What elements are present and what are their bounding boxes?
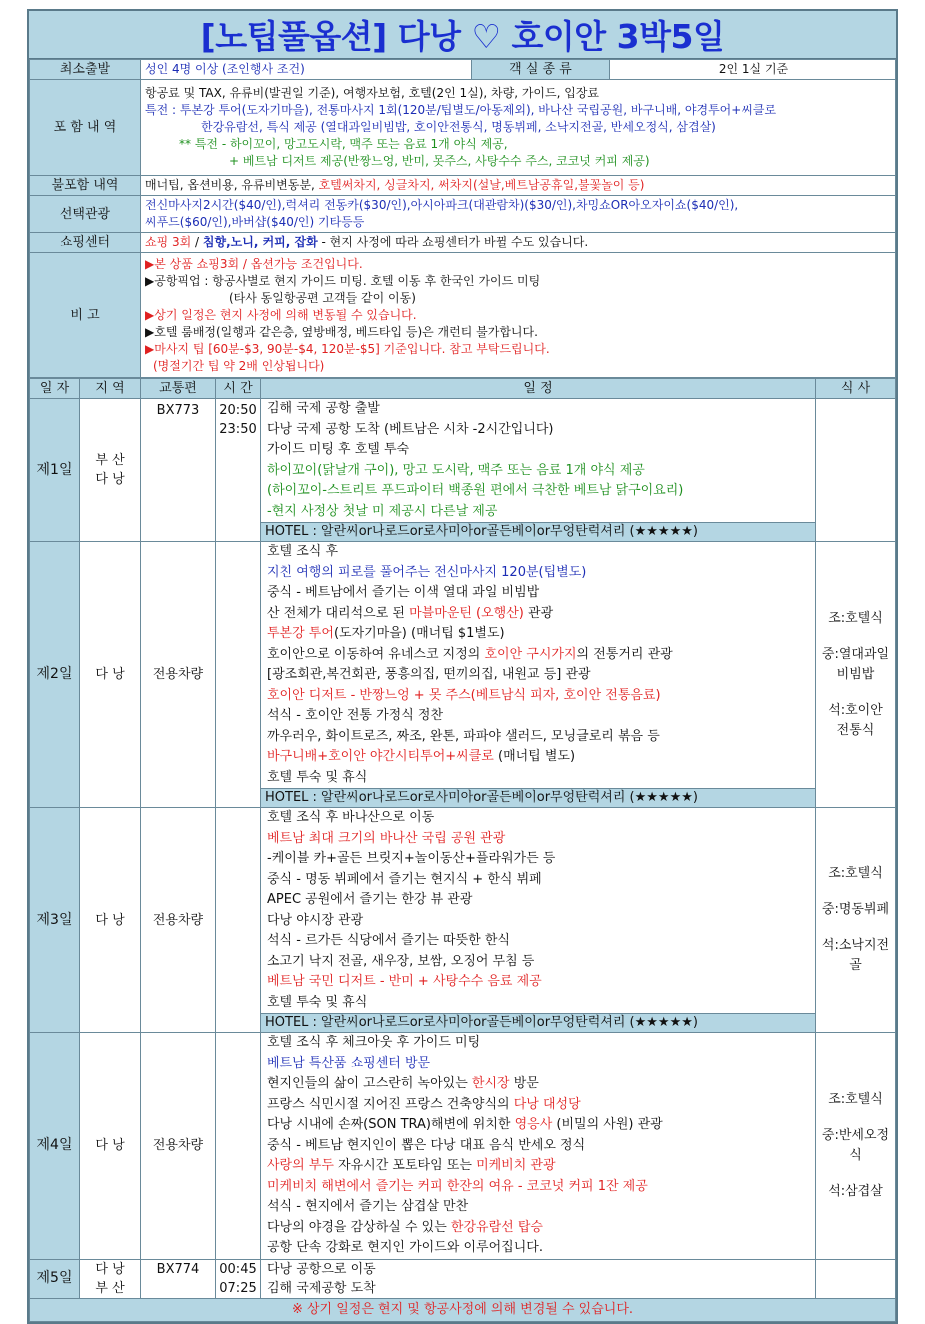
plan-text: 자유시간 포토타임 또는 — [333, 1158, 477, 1173]
day1-transport: BX773 — [141, 399, 216, 542]
meal-line: 식 — [849, 1147, 862, 1163]
day5-label: 제5일 — [30, 1259, 80, 1298]
meal-line: 골 — [849, 958, 862, 973]
meal-line: 조:호텔식 — [828, 866, 883, 881]
plan-highlight: 호이안 구시가지 — [484, 646, 577, 662]
footer-notice: ※ 상기 일정은 현지 및 항공사정에 의해 변경될 수 있습니다. — [30, 1298, 896, 1321]
day1-time-line: 23:50 — [219, 422, 257, 437]
shopping-items: 침향,노니, 커피, 잡화 — [202, 235, 318, 249]
page-title: [노팁풀옵션] 다낭 ♡ 호이안 3박5일 — [29, 11, 896, 59]
plan-line: 중식 - 베트남 현지인이 뽑은 다낭 대표 음식 반세오 정식 — [267, 1137, 586, 1153]
day3-hotel: HOTEL : 알란씨or나로드or로사미아or골든베이or무엉탄럭셔리 (★★★★★) — [261, 1014, 816, 1033]
col-header-plan: 일 정 — [261, 379, 816, 399]
day2-transport: 전용차량 — [141, 542, 216, 808]
plan-line: 까우러우, 화이트로즈, 짜조, 완톤, 파파야 샐러드, 모닝글로리 볶음 등 — [267, 728, 660, 744]
included-line: 항공료 및 TAX, 유류비(발권일 기준), 여행자보험, 호텔(2인 1실), 차량, 가이드, 입장료 — [145, 86, 600, 100]
day1-region-line: 부 산 — [95, 453, 125, 468]
plan-highlight: 한시장 — [471, 1076, 510, 1091]
plan-text: 현지인들의 삶이 고스란히 녹아있는 — [267, 1076, 472, 1091]
excluded-text: 매너팁, 옵션비용, 유류비변동분, — [145, 178, 319, 192]
day4-label: 제4일 — [30, 1033, 80, 1260]
meal-line: 석:호이안 — [828, 702, 883, 718]
day1-time — [216, 399, 261, 542]
day2-row — [30, 542, 896, 789]
day2-time — [216, 542, 261, 808]
excluded-content — [141, 176, 896, 196]
plan-text: (비밀의 사원) 관광 — [552, 1117, 663, 1132]
plan-line — [263, 1156, 813, 1177]
plan-line: 김해 국제 공항 출발 — [267, 401, 380, 416]
meal-line: 조:호텔식 — [828, 610, 883, 626]
day4-region: 다 낭 — [80, 1033, 141, 1260]
plan-line: 호텔 조식 후 체크아웃 후 가이드 미팅 — [267, 1035, 481, 1050]
plan-line: -케이블 카+골든 브릿지+놀이동산+플라워가든 등 — [267, 851, 556, 866]
meal-line: 전통식 — [836, 722, 875, 738]
room-type-label: 객 실 종 류 — [472, 60, 610, 80]
day2-plan — [261, 542, 816, 789]
plan-highlight: 한강유람선 탑승 — [450, 1219, 543, 1235]
meal-line: 중:열대과일 — [821, 646, 890, 662]
plan-highlight: 다낭 대성당 — [513, 1096, 581, 1112]
optional-tour-content — [141, 196, 896, 233]
day4-plan — [261, 1033, 816, 1260]
plan-text: 의 전통거리 관광 — [576, 646, 673, 662]
plan-text: 프랑스 식민시절 지어진 프랑스 건축양식의 — [267, 1096, 514, 1112]
plan-line: 석식 - 르가든 식당에서 즐기는 따뜻한 한식 — [267, 933, 510, 948]
day2-meal — [816, 542, 896, 808]
plan-highlight: 투본강 투어 — [267, 626, 334, 641]
col-header-time: 시 간 — [216, 379, 261, 399]
day3-plan — [261, 808, 816, 1014]
plan-line: -현지 사정상 첫날 미 제공시 다른날 제공 — [267, 503, 498, 519]
plan-line: 호텔 조식 후 — [267, 544, 339, 559]
day1-hotel: HOTEL : 알란씨or나로드or로사미아or골든베이or무엉탄럭셔리 (★★★★★) — [261, 523, 816, 542]
plan-line: 호이안 디저트 - 반짱느엉 + 못 주스(베트남식 피자, 호이안 전통음료) — [267, 687, 661, 703]
col-header-day: 일 자 — [30, 379, 80, 399]
plan-line — [263, 645, 813, 666]
plan-line: APEC 공원에서 즐기는 한강 뷰 관광 — [267, 892, 473, 907]
plan-highlight: 사랑의 부두 — [267, 1158, 334, 1173]
remarks-label: 비 고 — [30, 253, 141, 378]
included-line: + 베트남 디저트 제공(반짱느엉, 반미, 못주스, 사탕수수 주스, 코코넛 커피 제공) — [229, 154, 650, 168]
shopping-note: - 현지 사정에 따라 쇼핑센터가 바뀔 수도 있습니다. — [317, 235, 589, 249]
plan-text: 방문 — [509, 1076, 539, 1091]
day5-meal — [816, 1259, 896, 1298]
day5-time-line: 07:25 — [219, 1280, 257, 1296]
remarks-content — [141, 253, 896, 378]
plan-highlight: 바구니배+호이안 야간시티투어+씨클로 — [267, 749, 494, 764]
room-type-value: 2인 1실 기준 — [610, 60, 896, 80]
included-label: 포 함 내 역 — [30, 80, 141, 176]
optional-line: 전신마사지2시간($40/인),럭셔리 전동카($30/인),아시아파크(대관람차)($30/인),차밍쇼OR아오자이쇼($40/인), — [145, 198, 739, 212]
day5-time-line: 00:45 — [219, 1261, 257, 1277]
day1-region-line: 다 낭 — [95, 472, 125, 487]
remark-line: (타사 동일항공편 고객들 같이 이동) — [229, 290, 416, 305]
shopping-sep: / — [191, 235, 203, 249]
day5-region-line: 다 낭 — [95, 1261, 125, 1277]
plan-line — [263, 747, 813, 768]
remark-line: ▶본 상품 쇼핑3회 / 옵션가능 조건입니다. — [145, 256, 363, 271]
plan-text: (매너팁 별도) — [493, 749, 576, 764]
day3-meal — [816, 808, 896, 1033]
optional-tour-label: 선택관광 — [30, 196, 141, 233]
plan-text: (도자기마을) (매너팁 $1별도) — [333, 626, 505, 641]
plan-line: 다낭 야시장 관광 — [267, 912, 364, 928]
day1-plan — [261, 399, 816, 523]
shopping-content — [141, 233, 896, 253]
plan-line: 중식 - 베트남에서 즐기는 이색 열대 과일 비빔밥 — [267, 585, 540, 600]
day4-time — [216, 1033, 261, 1260]
meal-line: 석:소낙지전 — [821, 938, 890, 953]
plan-line — [263, 624, 813, 645]
plan-line: 석식 - 현지에서 즐기는 삼겹살 만찬 — [267, 1199, 469, 1214]
meal-line: 조:호텔식 — [828, 1091, 883, 1107]
min-departure-value: 성인 4명 이상 (조인행사 조건) — [141, 60, 472, 80]
plan-line: 중식 - 명동 뷔페에서 즐기는 현지식 + 한식 뷔페 — [267, 871, 542, 887]
plan-text: 산 전체가 대리석으로 된 — [267, 605, 410, 621]
plan-line: (하이꼬이-스트리트 푸드파이터 백종원 편에서 극찬한 베트남 닭구이요리) — [267, 483, 684, 498]
plan-line — [263, 604, 813, 625]
day5-region-line: 부 산 — [95, 1280, 125, 1296]
plan-line: 소고기 낙지 전골, 새우장, 보쌈, 오징어 무침 등 — [267, 953, 535, 969]
plan-line: 호텔 투숙 및 휴식 — [267, 769, 368, 785]
plan-highlight: 영응사 — [514, 1117, 553, 1132]
meal-line: 비빔밥 — [836, 666, 875, 682]
day2-region: 다 낭 — [80, 542, 141, 808]
plan-line: 가이드 미팅 후 호텔 투숙 — [267, 442, 410, 457]
day2-label: 제2일 — [30, 542, 80, 808]
included-line: 특전 : 투본강 투어(도자기마을), 전통마사지 1회(120분/팁별도/아동제외), 바나산 국립공원, 바구니배, 야경투어+씨클로 — [145, 103, 777, 117]
meal-line: 석:삼겹살 — [828, 1183, 883, 1199]
plan-line: 베트남 특산품 쇼핑센터 방문 — [267, 1055, 431, 1071]
day4-row — [30, 1033, 896, 1260]
plan-line: 지친 여행의 피로를 풀어주는 전신마사지 120분(팁별도) — [267, 564, 587, 580]
plan-text: 다낭 시내에 손짜(SON TRA)해변에 위치한 — [267, 1117, 515, 1132]
plan-highlight: 마블마운틴 (오행산) — [409, 605, 524, 621]
plan-line — [263, 1074, 813, 1095]
day5-time — [216, 1259, 261, 1298]
plan-line — [263, 1115, 813, 1136]
day4-transport: 전용차량 — [141, 1033, 216, 1260]
schedule-table — [29, 378, 896, 1322]
plan-line: 호텔 조식 후 바나산으로 이동 — [267, 810, 435, 825]
remark-line: (명절기간 팁 약 2배 인상됩니다) — [153, 358, 325, 373]
min-departure-label: 최소출발 — [30, 60, 141, 80]
day1-label: 제1일 — [30, 399, 80, 542]
plan-line — [263, 1218, 813, 1239]
meal-line: 중:반세오정 — [821, 1127, 890, 1143]
plan-highlight: 미케비치 관광 — [476, 1158, 556, 1173]
optional-line: 씨푸드($60/인),바버샵($40/인) 기타등등 — [145, 215, 365, 229]
day1-region — [80, 399, 141, 542]
plan-line: 미케비치 해변에서 즐기는 커피 한잔의 여유 - 코코넛 커피 1잔 제공 — [267, 1178, 648, 1194]
day3-label: 제3일 — [30, 808, 80, 1033]
plan-line: 다낭 국제 공항 도착 (베트남은 시차 -2시간입니다) — [267, 421, 554, 437]
day2-hotel: HOTEL : 알란씨or나로드or로사미아or골든베이or무엉탄럭셔리 (★★★★★) — [261, 789, 816, 808]
day5-transport: BX774 — [141, 1259, 216, 1298]
remark-line: ▶호텔 룸배정(일행과 같은층, 옆방배정, 베드타입 등)은 개런티 불가합니다. — [145, 324, 538, 339]
plan-line: 하이꼬이(닭날개 구이), 망고 도시락, 맥주 또는 음료 1개 야식 제공 — [267, 462, 645, 478]
day3-transport: 전용차량 — [141, 808, 216, 1033]
included-line: ** 특전 - 하이꼬이, 망고도시락, 맥주 또는 음료 1개 야식 제공, — [179, 137, 508, 151]
day3-region: 다 낭 — [80, 808, 141, 1033]
day1-row — [30, 399, 896, 523]
day5-row — [30, 1259, 896, 1298]
plan-line: 베트남 국민 디저트 - 반미 + 사탕수수 음료 제공 — [267, 974, 542, 989]
included-content — [141, 80, 896, 176]
plan-line: 김해 국제공항 도착 — [267, 1280, 376, 1296]
itinerary-sheet — [27, 9, 898, 1324]
plan-line: 석식 - 호이안 전통 가정식 정찬 — [267, 708, 444, 723]
day5-region — [80, 1259, 141, 1298]
remark-line: ▶마사지 팁 [60분-$3, 90분-$4, 120분-$5] 기준입니다. 참고 부탁드립니다. — [145, 341, 550, 356]
day1-time-line: 20:50 — [219, 403, 257, 418]
col-header-transport: 교통편 — [141, 379, 216, 399]
shopping-label: 쇼핑센터 — [30, 233, 141, 253]
remark-line: ▶공항픽업 : 항공사별로 현지 가이드 미팅. 호텔 이동 후 한국인 가이드 미팅 — [145, 273, 541, 288]
plan-line: 다낭 공항으로 이동 — [267, 1261, 376, 1277]
excluded-surcharge: 호텔써차지, 싱글차지, 써차지(설날,베트남공휴일,불꽃놀이 등) — [318, 178, 645, 192]
excluded-label: 불포함 내역 — [30, 176, 141, 196]
info-table — [29, 59, 896, 378]
day1-meal — [816, 399, 896, 542]
remark-line: ▶상기 일정은 현지 사정에 의해 변동될 수 있습니다. — [145, 307, 417, 322]
day4-meal — [816, 1033, 896, 1260]
shopping-count: 쇼핑 3회 — [145, 235, 192, 249]
col-header-meal: 식 사 — [816, 379, 896, 399]
day3-row — [30, 808, 896, 1014]
plan-line: [광조회관,복건회관, 풍흥의집, 떤끼의집, 내원교 등] 관광 — [267, 667, 591, 682]
included-line: 한강유람선, 특식 제공 (열대과일비빔밥, 호이안전통식, 명동뷔페, 소낙지전골, 반세오정식, 삼겹살) — [201, 120, 716, 134]
plan-line — [263, 1095, 813, 1116]
day5-plan — [261, 1259, 816, 1298]
plan-text: 관광 — [523, 605, 554, 621]
plan-line: 베트남 최대 크기의 바나산 국립 공원 관광 — [267, 830, 506, 846]
col-header-region: 지 역 — [80, 379, 141, 399]
day3-time — [216, 808, 261, 1033]
plan-line: 공항 단속 강화로 현지인 가이드와 이루어집니다. — [267, 1240, 543, 1255]
plan-text: 다낭의 야경을 감상하실 수 있는 — [267, 1219, 451, 1235]
meal-line: 중:명동뷔페 — [821, 902, 890, 917]
plan-line: 호텔 투숙 및 휴식 — [267, 994, 368, 1010]
plan-text: 호이안으로 이동하여 유네스코 지정의 — [267, 646, 485, 662]
